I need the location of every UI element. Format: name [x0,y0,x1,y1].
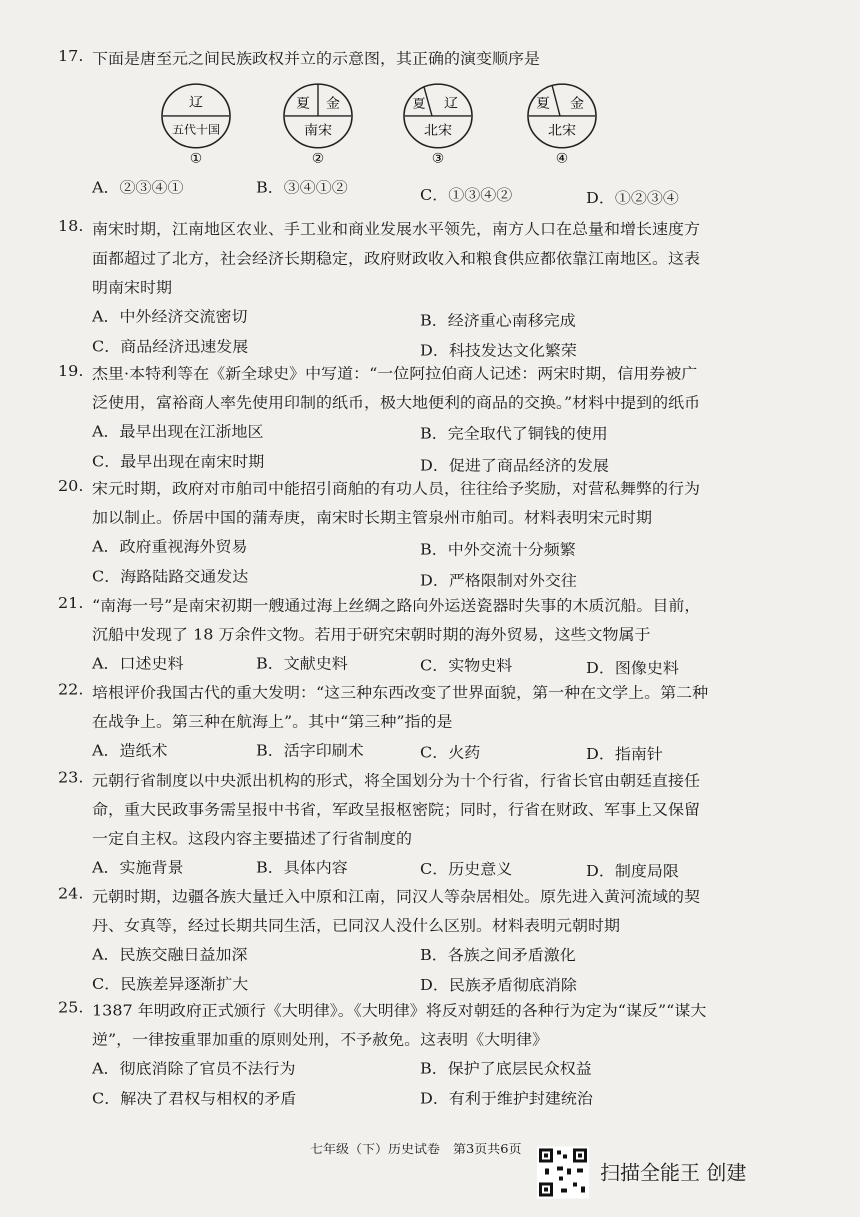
q17-option-d: D．①②③④ [586,188,679,207]
q23-option-b: B．具体内容 [256,858,348,877]
question-18-number: 18. [58,216,84,235]
q17-option-b: B．③④①② [256,178,348,197]
q20-option-d: D．严格限制对外交往 [420,571,577,590]
question-18-line-3: 明南宋时期 [92,278,173,297]
question-23-line-2: 命，重大民政事务需呈报中书省，军政呈报枢密院；同时，行省在财政、军事上又保留 [92,800,701,819]
q25-option-a: A．彻底消除了官员不法行为 [92,1059,296,1078]
diagram-4-bottom: 北宋 [547,123,577,139]
diagram-2-right: 金 [325,95,341,112]
question-25-line-2: 逆”，一律按重罪加重的原则处刑，不予赦免。这表明《大明律》 [92,1030,549,1049]
q19-option-c: C．最早出现在南宋时期 [92,452,265,471]
page-footer: 七年级（下）历史试卷 第3页共6页 [310,1142,522,1157]
diagram-1 [160,82,240,172]
question-18-line-2: 面都超过了北方，社会经济长期稳定，政府财政收入和粮食供应都依靠江南地区。这表 [92,249,701,268]
q21-option-b: B．文献史料 [256,654,348,673]
q23-option-a: A．实施背景 [92,858,184,877]
diagram-4-index: ④ [555,151,569,167]
diagram-3 [402,82,482,172]
q24-option-d: D．民族矛盾彻底消除 [420,976,577,994]
question-25-number: 25. [58,998,84,1017]
q25-option-d: D．有利于维护封建统治 [420,1089,593,1108]
q22-option-b: B．活字印刷术 [256,741,364,760]
q17-option-a: A．②③④① [92,178,184,197]
q17-option-c: C．①③④② [420,186,513,204]
diagram-2-index: ② [311,151,325,167]
q19-option-a: A．最早出现在江浙地区 [92,422,264,441]
q25-option-c: C．解决了君权与相权的矛盾 [92,1089,297,1108]
question-22-line-2: 在战争上。第三种在航海上”。其中“第三种”指的是 [92,712,453,731]
q23-option-d: D．制度局限 [586,862,679,880]
question-21-line-1: “南海一号”是南宋初期一艘通过海上丝绸之路向外运送瓷器时失事的木质沉船。目前， [92,596,701,615]
question-23-line-1: 元朝行省制度以中央派出机构的形式，将全国划分为十个行省，行省长官由朝廷直接任 [92,771,701,790]
q25-option-b: B．保护了底层民众权益 [420,1059,592,1078]
question-19-number: 19. [58,361,84,380]
q21-option-d: D．图像史料 [586,659,679,677]
scanner-watermark-label: 扫描全能王 创建 [600,1160,747,1185]
question-23-number: 23. [58,768,84,787]
question-17-number: 17. [58,46,84,65]
q24-option-c: C．民族差异逐渐扩大 [92,975,249,993]
diagram-4-left: 夏 [535,95,551,112]
diagram-3-index: ③ [431,151,445,167]
question-21-number: 21. [58,593,84,612]
question-18-line-1: 南宋时期，江南地区农业、手工业和商业发展水平领先，南方人口在总量和增长速度方 [92,219,701,238]
diagram-3-right: 辽 [443,95,459,112]
q22-option-d: D．指南针 [586,745,663,763]
q22-option-c: C．火药 [420,743,481,762]
diagram-2-bottom: 南宋 [303,123,333,139]
q24-option-b: B．各族之间矛盾激化 [420,946,576,964]
q20-option-c: C．海路陆路交通发达 [92,567,249,586]
question-17-text: 下面是唐至元之间民族政权并立的示意图，其正确的演变顺序是 [92,49,541,68]
question-20-line-1: 宋元时期，政府对市舶司中能招引商舶的有功人员，往往给予奖励，对营私舞弊的行为 [92,479,701,498]
question-19-line-2: 泛使用，富裕商人率先使用印制的纸币，极大地便利的商品的交换。”材料中提到的纸币 [92,393,701,412]
q21-option-a: A．口述史料 [92,654,184,673]
diagram-1-top: 辽 [188,94,204,111]
diagram-2-left: 夏 [295,95,311,112]
q21-option-c: C．实物史料 [420,656,513,675]
diagram-2 [282,82,362,172]
question-19-line-1: 杰里·本特利等在《新全球史》中写道：“一位阿拉伯商人记述：两宋时期，信用券被广 [92,364,698,383]
q19-option-b: B．完全取代了铜钱的使用 [420,424,608,443]
q24-option-a: A．民族交融日益加深 [92,945,248,964]
question-23-line-3: 一定自主权。这段内容主要描述了行省制度的 [92,829,413,848]
q20-option-b: B．中外交流十分频繁 [420,540,576,559]
diagram-4 [526,82,606,172]
q18-option-d: D．科技发达文化繁荣 [420,341,577,360]
qr-code-icon [537,1146,589,1198]
diagram-3-bottom: 北宋 [423,123,453,139]
q19-option-d: D．促进了商品经济的发展 [420,456,609,475]
q20-option-a: A．政府重视海外贸易 [92,537,248,556]
question-25-line-1: 1387 年明政府正式颁行《大明律》。《大明律》将反对朝廷的各种行为定为“谋反”“谋大 [92,1001,707,1020]
diagram-3-left: 夏 [412,95,426,111]
question-24-number: 24. [58,884,84,903]
question-22-line-1: 培根评价我国古代的重大发明：“这三种东西改变了世界面貌，第一种在文学上。第二种 [92,683,709,702]
diagram-1-bottom: 五代十国 [172,123,220,137]
question-24-line-2: 丹、女真等，经过长期共同生活，已同汉人没什么区别。材料表明元朝时期 [92,916,621,935]
question-21-line-2: 沉船中发现了 18 万余件文物。若用于研究宋朝时期的海外贸易，这些文物属于 [92,625,651,644]
question-24-line-1: 元朝时期，边疆各族大量迁入中原和江南，同汉人等杂居相处。原先进入黄河流域的契 [92,887,701,906]
q18-option-b: B．经济重心南移完成 [420,311,576,330]
diagram-1-index: ① [189,151,203,167]
diagram-4-right: 金 [569,95,585,112]
question-22-number: 22. [58,680,84,699]
q22-option-a: A．造纸术 [92,741,168,760]
question-20-line-2: 加以制止。侨居中国的蒲寿庚，南宋时长期主管泉州市舶司。材料表明宋元时期 [92,508,653,527]
q23-option-c: C．历史意义 [420,860,513,878]
q18-option-a: A．中外经济交流密切 [92,307,248,326]
q18-option-c: C．商品经济迅速发展 [92,337,249,356]
question-20-number: 20. [58,476,84,495]
